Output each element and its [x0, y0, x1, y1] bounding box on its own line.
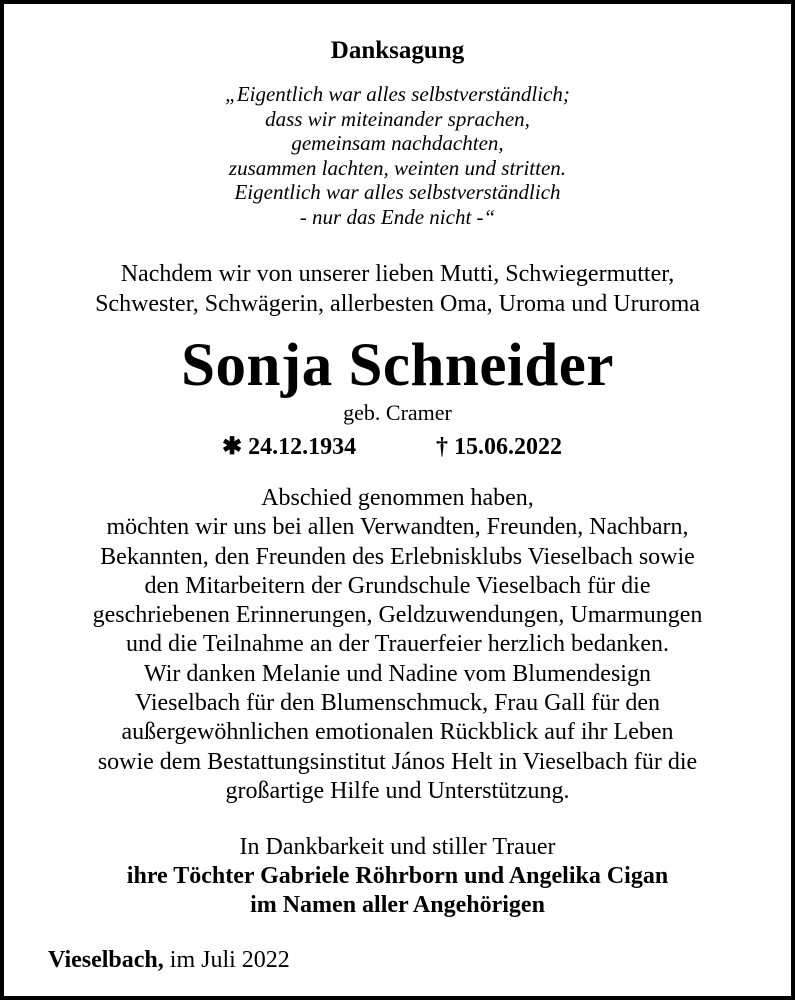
notice-heading: Danksagung — [330, 37, 465, 64]
intro-line: Nachdem wir von unserer lieben Mutti, Schwiegermutter, — [120, 261, 675, 287]
death-date-value: 15.06.2022 — [454, 434, 562, 460]
signers — [4, 862, 791, 920]
quote-line: „Eigentlich war alles selbstverständlich; — [225, 82, 570, 106]
birth-name: geb. Cramer — [343, 400, 452, 425]
birth-date-value: 24.12.1934 — [248, 434, 357, 460]
body-line: geschriebenen Erinnerungen, Geldzuwendungen, Umarmungen — [92, 602, 703, 629]
body-line: Vieselbach für den Blumenschmuck, Frau Gall für den — [134, 690, 661, 717]
quote-line: Eigentlich war alles selbstverständlich — [234, 180, 561, 204]
intro-line: Schwester, Schwägerin, allerbesten Oma, Uroma und Ururoma — [95, 291, 700, 317]
body-line: großartige Hilfe und Unterstützung. — [225, 777, 570, 804]
thanks-paragraph — [4, 484, 791, 806]
signer-line: ihre Töchter Gabriele Röhrborn und Angelika Cigan — [126, 863, 669, 889]
quote-line: - nur das Ende nicht -“ — [299, 204, 496, 229]
birth-date — [222, 430, 356, 464]
body-line: außergewöhnlichen emotionalen Rückblick auf ihr Leben — [121, 719, 674, 746]
body-line: sowie dem Bestattungsinstitut János Helt in Vieselbach für die — [97, 748, 698, 775]
body-line: Bekannten, den Freunden des Erlebnisklubs Vieselbach sowie — [100, 543, 695, 570]
closing-line: In Dankbarkeit und stiller Trauer — [239, 834, 556, 860]
signer-line: im Namen aller Angehörigen — [250, 892, 545, 918]
poem-quote — [4, 82, 791, 229]
death-date — [436, 430, 562, 464]
body-line: möchten wir uns bei allen Verwandten, Freunden, Nachbarn, — [106, 514, 689, 541]
quote-line: zusammen lachten, weinten und stritten. — [228, 155, 567, 180]
body-line: Wir danken Melanie und Nadine vom Blumendesign — [144, 660, 651, 687]
place-and-date — [48, 945, 290, 975]
deceased-name: Sonja Schneider — [181, 332, 614, 399]
quote-line: gemeinsam nachdachten, — [291, 131, 504, 155]
date-text: im Juli 2022 — [163, 947, 290, 973]
life-dates — [4, 430, 791, 464]
body-line: den Mitarbeitern der Grundschule Vieselbach für die — [144, 572, 651, 599]
cross-icon: † — [436, 434, 448, 460]
body-line: Abschied genommen haben, — [261, 485, 534, 511]
intro-paragraph — [4, 259, 791, 319]
star-icon: ✱ — [222, 434, 243, 460]
quote-line: dass wir miteinander sprachen, — [265, 106, 530, 131]
body-line: und die Teilnahme an der Trauerfeier herzlich bedanken. — [126, 631, 669, 658]
place: Vieselbach, — [48, 947, 164, 973]
